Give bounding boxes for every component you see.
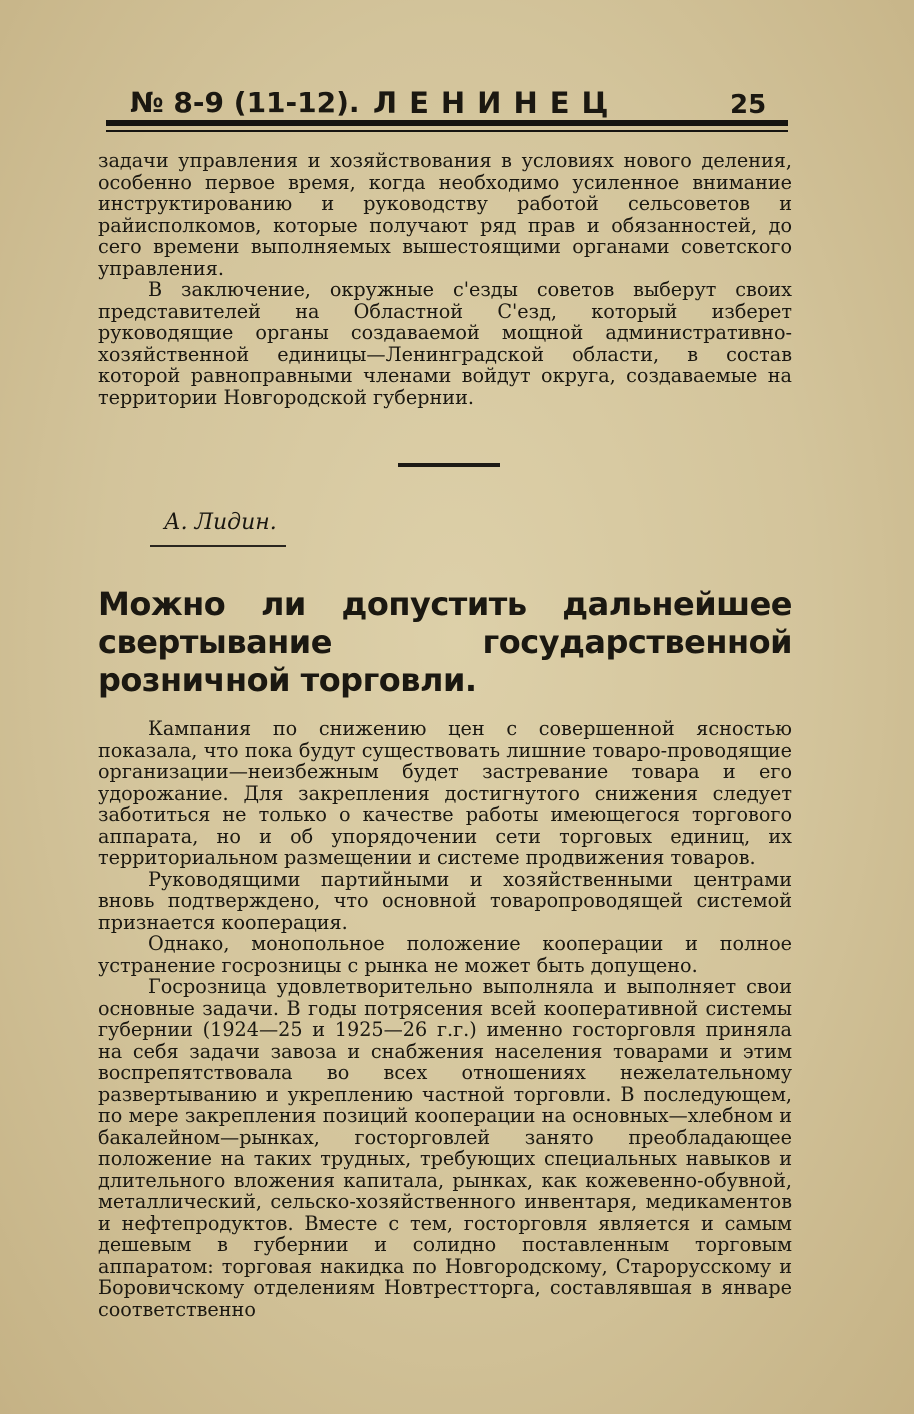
page-number: 25 bbox=[730, 90, 767, 120]
header-rule-thin bbox=[106, 130, 788, 132]
paragraph: Однако, монопольное положение кооперации и полное устранение госрозницы с рынка не может быть допущено. bbox=[98, 932, 792, 977]
article-title bbox=[98, 585, 792, 699]
article-body bbox=[98, 718, 792, 1320]
article-author: А. Лидин. bbox=[164, 510, 277, 535]
running-header bbox=[130, 84, 770, 124]
article-title-text: Можно ли допустить дальнейшее свертывание государственной розничной торговли. bbox=[98, 585, 792, 699]
paragraph: Кампания по снижению цен с совершенной ясностью показала, что пока будут существовать лишние товаро-проводящие организации—неизбежным будет застревание товара и его удорожание. Для закрепления достигнутого снижения следует заботиться не только о качестве работы имеющегося торгового аппарата, но и об упорядочении сети торговых единиц, их территориальном размещении и системе продвижения товаров. bbox=[98, 717, 792, 869]
section-divider bbox=[398, 463, 500, 467]
paragraph: задачи управления и хозяйствования в условиях нового деления, особенно первое время, когда необходимо усиленное внимание инструктированию и руководству работой сельсоветов и райисполкомов, которые получают ряд прав и обязанностей, до сего времени выполняемых вышестоящими органами советского управления. bbox=[98, 149, 792, 280]
paragraph: Руководящими партийными и хозяйственными центрами вновь подтверждено, что основной товаропроводящей системой признается кооперация. bbox=[98, 867, 792, 934]
issue-number: № 8-9 (11-12). bbox=[130, 86, 360, 119]
previous-article-ending bbox=[98, 150, 792, 408]
paragraph: Госрозница удовлетворительно выполняла и выполняет свои основные задачи. В годы потрясения всей кооперативной системы губернии (1924—25 и 1925—26 г.г.) именно госторговля приняла на себя задачи завоза и снабжения населения товарами и этим воспрепятствовала во всех отношениях нежелательному развертыванию и укреплению частной торговли. В последующем, по мере закрепления позиций кооперации на основных—хлебном и бакалейном—рынках, госторговлей занято преобладающее положение на таких трудных, требующих специальных навыков и длительного вложения капитала, рынках, как кожевенно-обувной, металлический, сельско-хозяйственного инвентаря, медикаментов и нефтепродуктов. Вместе с тем, госторговля является и самым дешевым в губернии и солидно поставленным торговым аппаратом: торговая накидка по Новгородскому, Старорусскому и Боровичскому отделениям Новтрестторга, составлявшая в январе соответственно bbox=[98, 975, 792, 1321]
header-rule-thick bbox=[106, 120, 788, 126]
journal-title: ЛЕНИНЕЦ bbox=[373, 86, 621, 120]
author-underline bbox=[150, 545, 286, 547]
paragraph: В заключение, окружные с'езды советов выберут своих представителей на Областной С'езд, который изберет руководящие органы создаваемой мощной административно-хозяйственной единицы—Ленинградской области, в состав которой равноправными членами войдут округа, создаваемые на территории Новгородской губернии. bbox=[98, 278, 792, 409]
